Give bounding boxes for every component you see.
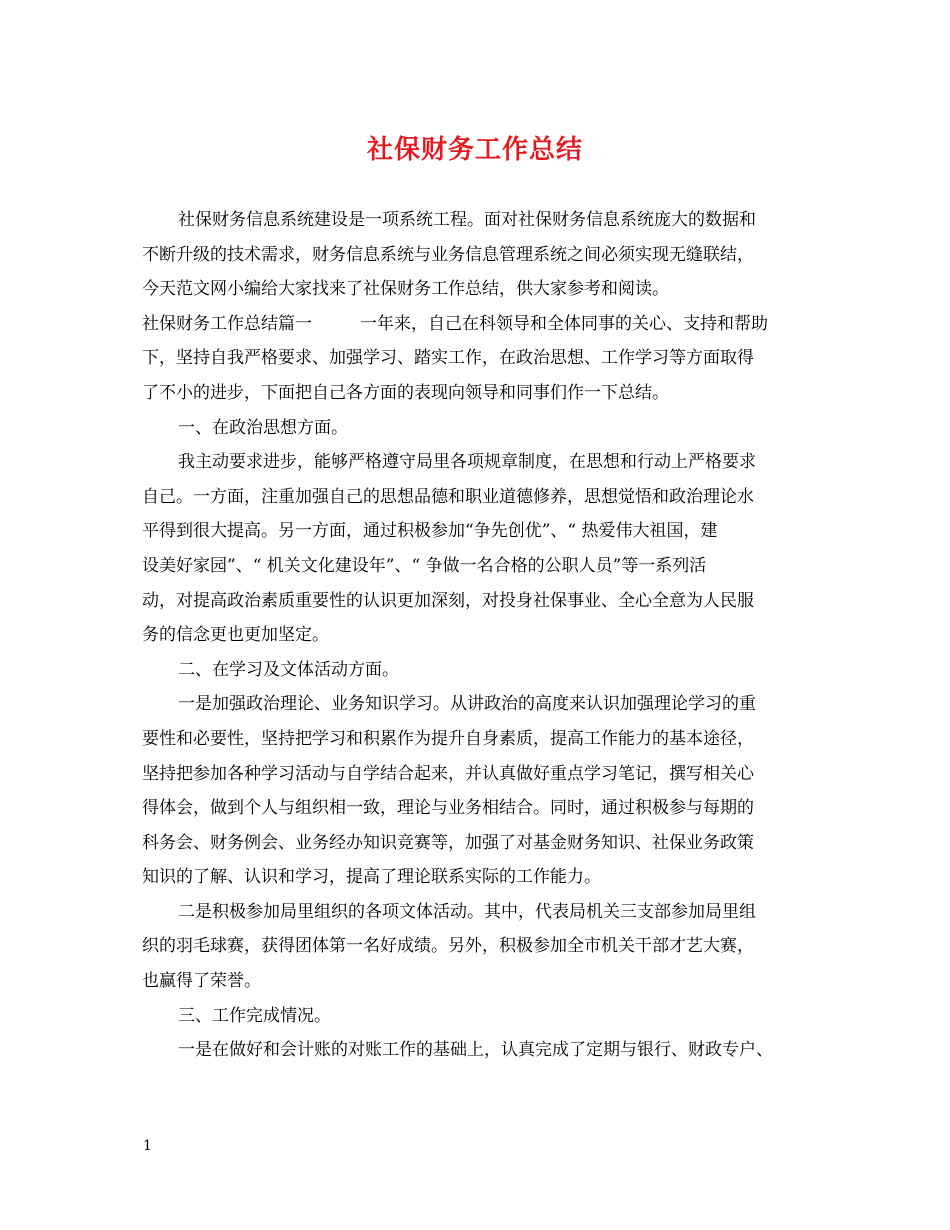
subheading-line: 三、工作完成情况。 [178,1005,331,1026]
paragraph-line: 下，坚持自我严格要求、加强学习、踏实工作，在政治思想、工作学习等方面取得 [142,348,754,369]
paragraph-line: 坚持把参加各种学习活动与自学结合起来，并认真做好重点学习笔记，撰写相关心 [142,763,754,784]
paragraph-line: 二是积极参加局里组织的各项文体活动。其中，代表局机关三支部参加局里组 [178,901,756,922]
paragraph-line: 也赢得了荣誉。 [142,971,261,992]
paragraph-line: 得体会，做到个人与组织相一致，理论与业务相结合。同时，通过积极参与每期的 [142,798,754,819]
section-heading-line [142,307,814,342]
subheading-line: 二、在学习及文体活动方面。 [178,659,399,680]
paragraph-line: 动，对提高政治素质重要性的认识更加深刻，对投身社保事业、全心全意为人民服 [142,590,754,611]
document-body [142,203,814,1068]
paragraph-line: 设美好家园”、“ 机关文化建设年”、“ 争做一名合格的公职人员”等一系列活 [142,555,707,576]
paragraph-line: 一是加强政治理论、业务知识学习。从讲政治的高度来认识加强理论学习的重 [178,694,756,715]
paragraph-line: 自己。一方面，注重加强自己的思想品德和职业道德修养，思想觉悟和政治理论水 [142,486,754,507]
paragraph-line: 社保财务信息系统建设是一项系统工程。面对社保财务信息系统庞大的数据和 [178,210,756,230]
paragraph-line: 一是在做好和会计账的对账工作的基础上，认真完成了定期与银行、财政专户、 [178,1040,773,1061]
paragraph-line: 要性和必要性，坚持把学习和积累作为提升自身素质，提高工作能力的基本途径， [142,728,754,749]
paragraph-line: 今天范文网小编给大家找来了社保财务工作总结，供大家参考和阅读。 [142,279,669,300]
paragraph-line: 务的信念更也更加坚定。 [142,625,329,646]
paragraph-line: 平得到很大提高。另一方面，通过积极参加“争先创优”、“ 热爱伟大祖国，建 [142,521,718,542]
document-title: 社保财务工作总结 [366,135,583,165]
paragraph-line: 我主动要求进步，能够严格遵守局里各项规章制度，在思想和行动上严格要求 [178,452,756,473]
paragraph-line: 知识的了解、认识和学习，提高了理论联系实际的工作能力。 [142,867,601,888]
paragraph-line: 不断升级的技术需求，财务信息系统与业务信息管理系统之间必须实现无缝联结， [142,244,754,265]
paragraph-text: 一年来，自己在科领导和全体同事的关心、支持和帮助 [360,313,768,334]
section-heading: 社保财务工作总结篇一 [142,313,312,334]
paragraph-line: 了不小的进步，下面把自己各方面的表现向领导和同事们作一下总结。 [142,382,669,403]
paragraph-line: 科务会、财务例会、业务经办知识竞赛等，加强了对基金财务知识、社保业务政策 [142,832,754,853]
paragraph-line: 织的羽毛球赛，获得团体第一名好成绩。另外，积极参加全市机关干部才艺大赛， [142,936,754,957]
subheading-line: 一、在政治思想方面。 [178,417,348,438]
page-number: 1 [143,1138,152,1154]
